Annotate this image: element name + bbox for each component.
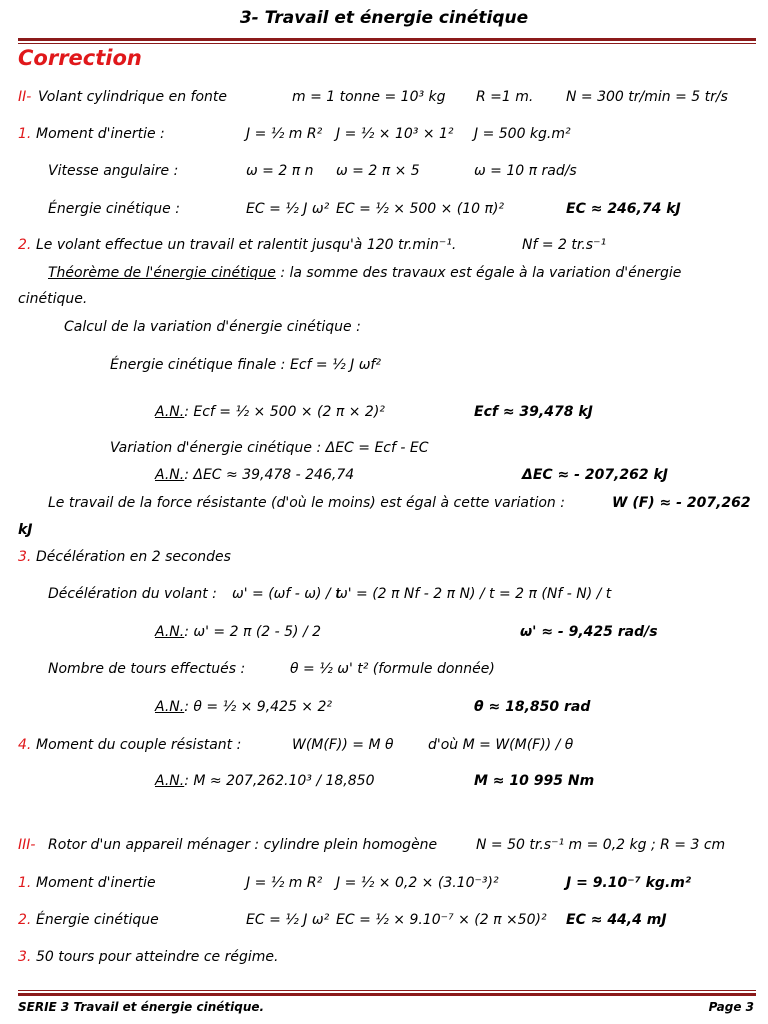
variation-label: Variation d'énergie cinétique : ΔEC = Ecf - EC <box>110 440 429 456</box>
footer-title: SERIE 3 Travail et énergie cinétique. <box>18 1000 265 1014</box>
turns-formula: θ = ½ ω' t² (formule donnée) <box>290 661 495 677</box>
omega-label: Vitesse angulaire : <box>48 163 179 179</box>
ec-label: Énergie cinétique : <box>48 201 180 217</box>
omega-application: ω = 2 π × 5 <box>336 163 420 179</box>
ecf-an: : Ecf = ½ × 500 × (2 π × 2)² <box>184 404 385 420</box>
q4-an-line <box>155 774 374 788</box>
decel-result: ω' ≈ - 9,425 rad/s <box>520 624 658 640</box>
part2-number: II- <box>18 89 32 105</box>
decel-an: : ω' = 2 π (2 - 5) / 2 <box>184 624 322 640</box>
q2-text: Le volant effectue un travail et ralentit jusqu'à 120 tr.min⁻¹. <box>36 237 457 253</box>
ecf-an-line <box>155 405 385 419</box>
q1-label: Moment d'inertie : <box>36 126 165 142</box>
part2-speed: N = 300 tr/min = 5 tr/s <box>566 89 728 105</box>
omega-result: ω = 10 π rad/s <box>474 163 577 179</box>
ecf-result: Ecf ≈ 39,478 kJ <box>474 404 593 420</box>
p3q1-application: J = ½ × 0,2 × (3.10⁻³)² <box>336 875 499 891</box>
an-label: A.N. <box>155 624 185 640</box>
decel-expansion: ω' = (2 π Nf - 2 π N) / t = 2 π (Nf - N) / t <box>336 586 612 602</box>
theorem-line <box>48 266 681 280</box>
part2-radius: R =1 m. <box>476 89 534 105</box>
p3q2-result: EC ≈ 44,4 mJ <box>566 912 667 928</box>
page-title: 3- Travail et énergie cinétique <box>239 8 529 28</box>
p3q2-formula: EC = ½ J ω² <box>246 912 330 928</box>
q3-number: 3. <box>18 549 32 565</box>
p3q3-label: 50 tours pour atteindre ce régime. <box>36 949 279 965</box>
turns-label: Nombre de tours effectués : <box>48 661 246 677</box>
decel-label: Décélération du volant : <box>48 586 217 602</box>
work-unit: kJ <box>18 522 33 538</box>
work-text: Le travail de la force résistante (d'où le moins) est égal à cette variation : <box>48 495 565 511</box>
part2-intro: Volant cylindrique en fonte <box>38 89 227 105</box>
q4-formula: W(M(F)) = M θ <box>292 737 394 753</box>
decel-formula: ω' = (ωf - ω) / t <box>232 586 341 602</box>
calc-heading: Calcul de la variation d'énergie cinétique : <box>64 319 361 335</box>
part3-number: III- <box>18 837 36 853</box>
omega-formula: ω = 2 π n <box>246 163 314 179</box>
an-label: A.N. <box>155 773 185 789</box>
ec-formula: EC = ½ J ω² <box>246 201 330 217</box>
part2-mass: m = 1 tonne = 10³ kg <box>292 89 446 105</box>
variation-an-line <box>155 468 354 482</box>
p3q1-formula: J = ½ m R² <box>246 875 323 891</box>
q2-number: 2. <box>18 237 32 253</box>
theorem-continuation: cinétique. <box>18 291 88 307</box>
an-label: A.N. <box>155 467 185 483</box>
p3q1-label: Moment d'inertie <box>36 875 156 891</box>
an-label: A.N. <box>155 699 185 715</box>
q4-number: 4. <box>18 737 32 753</box>
footer-rule <box>18 990 756 996</box>
q1-application: J = ½ × 10³ × 1² <box>336 126 454 142</box>
work-result: W (F) ≈ - 207,262 <box>612 495 751 511</box>
ec-application: EC = ½ × 500 × (10 π)² <box>336 201 505 217</box>
q4-result: M ≈ 10 995 Nm <box>474 773 595 789</box>
an-label: A.N. <box>155 404 185 420</box>
p3q2-label: Énergie cinétique <box>36 912 159 928</box>
turns-an: : θ = ½ × 9,425 × 2² <box>184 699 333 715</box>
part3-data: N = 50 tr.s⁻¹ m = 0,2 kg ; R = 3 cm <box>476 837 726 853</box>
q1-result: J = 500 kg.m² <box>474 126 571 142</box>
p3q2-application: EC = ½ × 9.10⁻⁷ × (2 π ×50)² <box>336 912 547 928</box>
q4-label: Moment du couple résistant : <box>36 737 242 753</box>
variation-result: ΔEC ≈ - 207,262 kJ <box>522 467 668 483</box>
part3-intro: Rotor d'un appareil ménager : cylindre plein homogène <box>48 837 438 853</box>
p3q1-result: J = 9.10⁻⁷ kg.m² <box>566 875 691 891</box>
ec-result: EC ≈ 246,74 kJ <box>566 201 681 217</box>
p3q3-number: 3. <box>18 949 32 965</box>
decel-an-line <box>155 625 321 639</box>
turns-result: θ ≈ 18,850 rad <box>474 699 591 715</box>
q4-an: : M ≈ 207,262.10³ / 18,850 <box>184 773 375 789</box>
page-number: Page 3 <box>708 1000 754 1014</box>
header-rule <box>18 38 756 44</box>
p3q1-number: 1. <box>18 875 32 891</box>
turns-an-line <box>155 700 332 714</box>
ecf-formula: Ecf = ½ J ωf² <box>290 357 381 373</box>
theorem-name: Théorème de l'énergie cinétique <box>48 265 276 281</box>
q4-derivation: d'où M = W(M(F)) / θ <box>428 737 574 753</box>
q3-title: Décélération en 2 secondes <box>36 549 231 565</box>
p3q2-number: 2. <box>18 912 32 928</box>
q1-formula: J = ½ m R² <box>246 126 323 142</box>
variation-an: : ΔEC ≈ 39,478 - 246,74 <box>184 467 355 483</box>
ecf-label: Énergie cinétique finale : <box>110 357 286 373</box>
correction-heading: Correction <box>18 46 142 70</box>
q1-number: 1. <box>18 126 32 142</box>
q2-nf: Nf = 2 tr.s⁻¹ <box>522 237 607 253</box>
theorem-text: : la somme des travaux est égale à la variation d'énergie <box>275 265 682 281</box>
